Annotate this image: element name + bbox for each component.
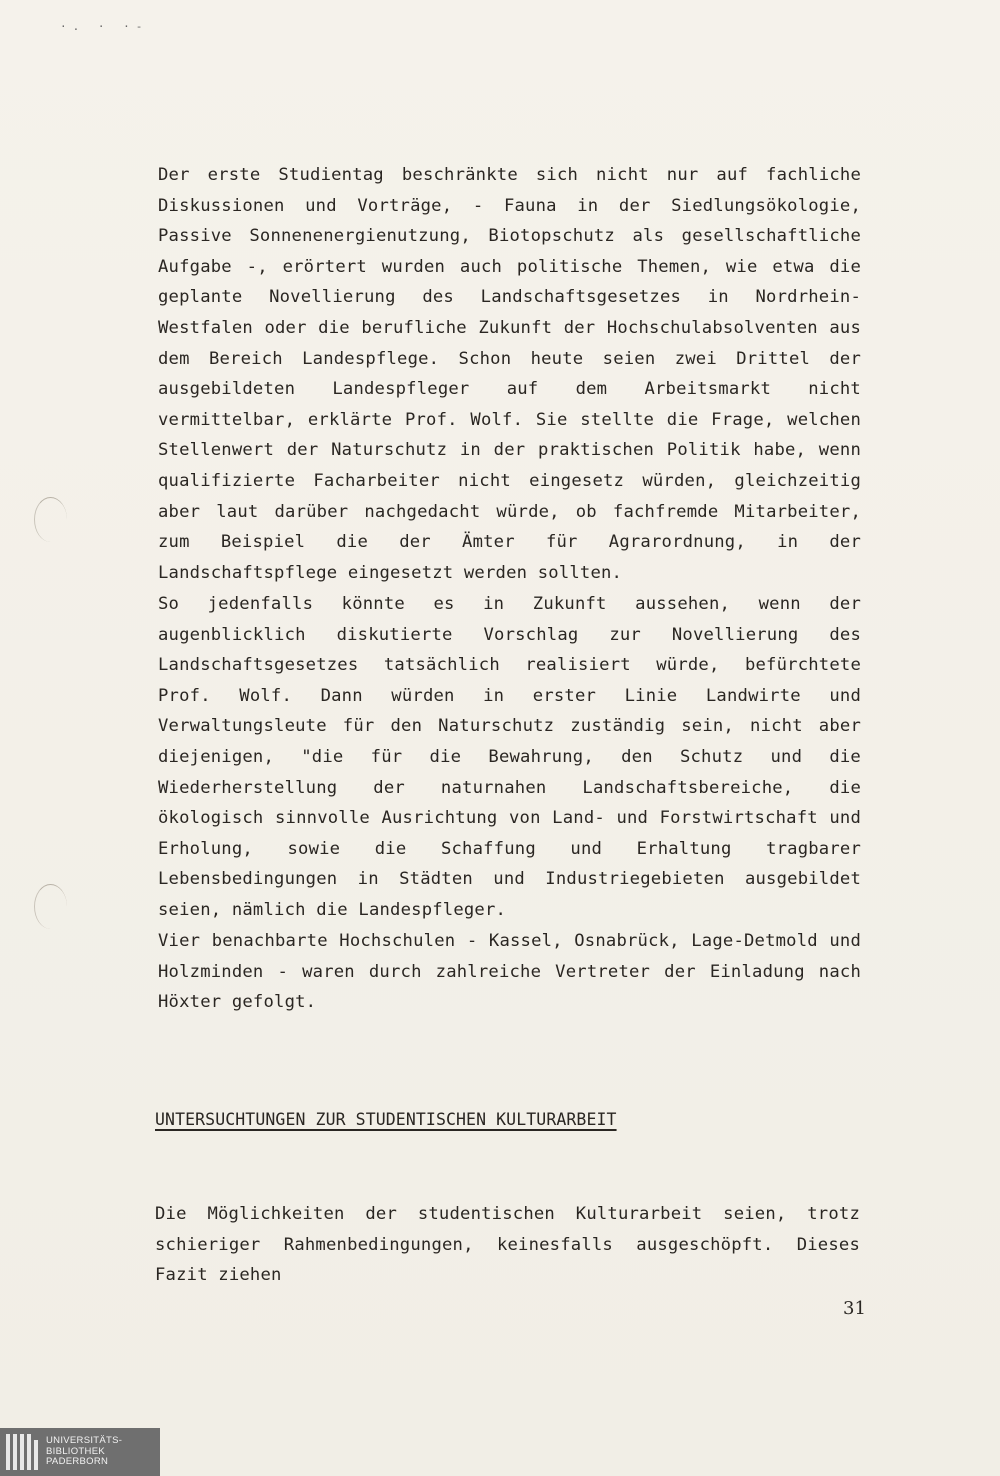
paragraph-kulturarbeit: Die Möglichkeiten der studentischen Kulturarbeit seien, trotz schieriger Rahmenbedingungen, keinesfalls ausgeschöpft. Dieses Fazit ziehen	[155, 1204, 860, 1286]
paragraph-studientag: Der erste Studientag beschränkte sich nicht nur auf fachliche Diskussionen und Vorträge, - Fauna in der Siedlungsökologie, Passive Sonnenenergienutzung, Biotopschutz als gesellschaftliche Aufgabe -, erörtert wurden auch politische Themen, wie etwa die geplante Novellierung des Landschaftsgesetzes in Nordrhein-Westfalen oder die berufliche Zukunft der Hochschulabsolventen aus dem Bereich Landespflege. Schon heute seien zwei Drittel der ausgebildeten Landespfleger auf dem Arbeitsmarkt nicht vermittelbar, erklärte Prof. Wolf. Sie stellte die Frage, welchen Stellenwert der Naturschutz in der praktischen Politik habe, wenn qualifizierte Facharbeiter nicht eingesetz würden, gleichzeitig aber laut darüber nachgedacht würde, ob fachfremde Mitarbeiter, zum Beispiel die der Ämter für Agrarordnung, in der Landschaftspflege eingesetzt werden sollten.	[158, 165, 861, 583]
punch-hole-mark	[34, 884, 67, 929]
paragraph-zukunft: So jedenfalls könnte es in Zukunft aussehen, wenn der augenblicklich diskutierte Vorschlag zur Novellierung des Landschaftsgesetzes tatsächlich realisiert würde, befürchtete Prof. Wolf. Dann würden in erster Linie Landwirte und Verwaltungsleute für den Naturschutz zuständig sein, nicht aber diejenigen, "die für die Bewahrung, den Schutz und die Wiederherstellung der naturnahen Landschaftsbereiche, die ökologisch sinnvolle Ausrichtung von Land- und Forstwirtschaft und Erholung, sowie die Schaffung und Erhaltung tragbarer Lebensbedingungen in Städten und Industriegebieten ausgebildet seien, nämlich die Landespfleger.	[158, 594, 861, 920]
punch-hole-mark	[34, 497, 67, 542]
library-logo-icon	[6, 1434, 38, 1470]
page-number: 31	[843, 1298, 866, 1319]
library-logo-text	[46, 1436, 122, 1468]
paragraph-hochschulen: Vier benachbarte Hochschulen - Kassel, Osnabrück, Lage-Detmold und Holzminden - waren durch zahlreiche Vertreter der Einladung nach Höxter gefolgt.	[158, 931, 861, 1013]
scan-specks: ·. · ·-	[60, 20, 149, 33]
section-heading: UNTERSUCHTUNGEN ZUR STUDENTISCHEN KULTURARBEIT	[155, 1110, 617, 1129]
library-logo-line: BIBLIOTHEK	[46, 1445, 105, 1457]
library-logo-line: UNIVERSITÄTS-	[46, 1435, 123, 1447]
library-logo	[0, 1428, 160, 1476]
library-logo-line: PADERBORN	[46, 1456, 109, 1468]
